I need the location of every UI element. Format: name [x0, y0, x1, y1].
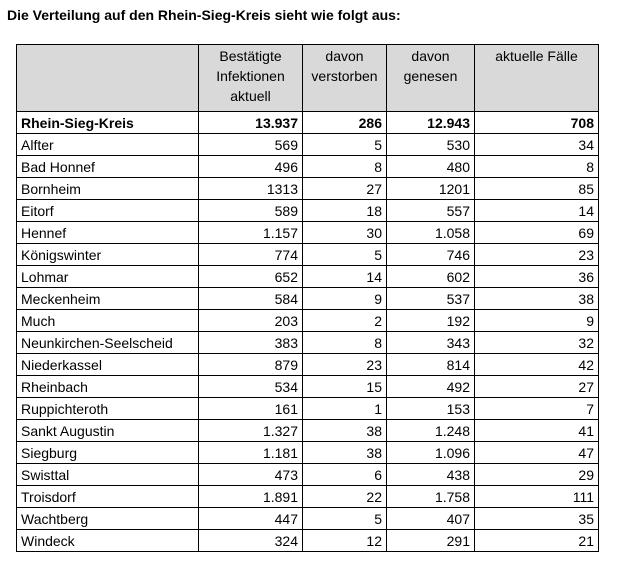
cell-deceased: 27 [303, 178, 387, 200]
cell-municipality: Königswinter [17, 244, 199, 266]
cell-confirmed: 496 [199, 156, 303, 178]
cell-deceased: 23 [303, 354, 387, 376]
total-region: Rhein-Sieg-Kreis [17, 112, 199, 134]
cell-recovered: 407 [387, 508, 475, 530]
total-confirmed: 13.937 [199, 112, 303, 134]
cell-confirmed: 1.327 [199, 420, 303, 442]
cell-recovered: 1.058 [387, 222, 475, 244]
cell-confirmed: 383 [199, 332, 303, 354]
cell-municipality: Siegburg [17, 442, 199, 464]
cell-active: 69 [475, 222, 599, 244]
header-region [17, 45, 199, 112]
cell-active: 27 [475, 376, 599, 398]
cell-confirmed: 652 [199, 266, 303, 288]
cell-confirmed: 161 [199, 398, 303, 420]
cell-confirmed: 569 [199, 134, 303, 156]
cell-active: 41 [475, 420, 599, 442]
header-row [17, 45, 599, 112]
cell-active: 85 [475, 178, 599, 200]
total-deceased: 286 [303, 112, 387, 134]
cell-active: 23 [475, 244, 599, 266]
table-row [17, 310, 599, 332]
cell-confirmed: 1.891 [199, 486, 303, 508]
cell-confirmed: 473 [199, 464, 303, 486]
cell-recovered: 602 [387, 266, 475, 288]
cell-municipality: Neunkirchen-Seelscheid [17, 332, 199, 354]
total-active: 708 [475, 112, 599, 134]
table-row [17, 288, 599, 310]
cell-deceased: 8 [303, 156, 387, 178]
cell-deceased: 22 [303, 486, 387, 508]
cell-deceased: 14 [303, 266, 387, 288]
cell-confirmed: 447 [199, 508, 303, 530]
cell-deceased: 15 [303, 376, 387, 398]
cell-confirmed: 324 [199, 530, 303, 552]
cell-active: 8 [475, 156, 599, 178]
cell-confirmed: 203 [199, 310, 303, 332]
cell-active: 36 [475, 266, 599, 288]
cell-municipality: Eitorf [17, 200, 199, 222]
distribution-table [16, 44, 599, 552]
header-confirmed: Bestätigte Infektionen aktuell [199, 45, 303, 112]
table-row [17, 156, 599, 178]
cell-confirmed: 774 [199, 244, 303, 266]
cell-deceased: 5 [303, 244, 387, 266]
cell-deceased: 18 [303, 200, 387, 222]
cell-deceased: 30 [303, 222, 387, 244]
cell-municipality: Sankt Augustin [17, 420, 199, 442]
cell-recovered: 480 [387, 156, 475, 178]
cell-deceased: 38 [303, 420, 387, 442]
cell-confirmed: 879 [199, 354, 303, 376]
table-row [17, 332, 599, 354]
table-row [17, 200, 599, 222]
header-deceased: davon verstorben [303, 45, 387, 112]
cell-municipality: Alfter [17, 134, 199, 156]
cell-municipality: Rheinbach [17, 376, 199, 398]
table-row [17, 134, 599, 156]
cell-deceased: 5 [303, 508, 387, 530]
table-row [17, 178, 599, 200]
cell-active: 32 [475, 332, 599, 354]
table-row [17, 464, 599, 486]
cell-confirmed: 1.181 [199, 442, 303, 464]
cell-municipality: Hennef [17, 222, 199, 244]
cell-recovered: 814 [387, 354, 475, 376]
cell-active: 47 [475, 442, 599, 464]
cell-active: 21 [475, 530, 599, 552]
cell-deceased: 38 [303, 442, 387, 464]
cell-deceased: 6 [303, 464, 387, 486]
cell-active: 111 [475, 486, 599, 508]
table-row [17, 420, 599, 442]
cell-deceased: 9 [303, 288, 387, 310]
cell-active: 34 [475, 134, 599, 156]
cell-municipality: Meckenheim [17, 288, 199, 310]
table-row [17, 376, 599, 398]
cell-confirmed: 1313 [199, 178, 303, 200]
cell-recovered: 438 [387, 464, 475, 486]
cell-active: 7 [475, 398, 599, 420]
table-row [17, 530, 599, 552]
cell-recovered: 530 [387, 134, 475, 156]
cell-municipality: Niederkassel [17, 354, 199, 376]
page-title: Die Verteilung auf den Rhein-Sieg-Kreis sieht wie folgt aus: [7, 7, 401, 23]
cell-recovered: 343 [387, 332, 475, 354]
cell-recovered: 1.096 [387, 442, 475, 464]
cell-municipality: Ruppichteroth [17, 398, 199, 420]
total-recovered: 12.943 [387, 112, 475, 134]
header-active: aktuelle Fälle [475, 45, 599, 112]
cell-deceased: 5 [303, 134, 387, 156]
table-row [17, 508, 599, 530]
cell-recovered: 1.248 [387, 420, 475, 442]
cell-recovered: 153 [387, 398, 475, 420]
cell-deceased: 8 [303, 332, 387, 354]
table-row [17, 442, 599, 464]
cell-recovered: 537 [387, 288, 475, 310]
cell-active: 35 [475, 508, 599, 530]
cell-municipality: Wachtberg [17, 508, 199, 530]
cell-confirmed: 1.157 [199, 222, 303, 244]
cell-active: 38 [475, 288, 599, 310]
cell-confirmed: 534 [199, 376, 303, 398]
total-row [17, 112, 599, 134]
cell-municipality: Windeck [17, 530, 199, 552]
cell-active: 29 [475, 464, 599, 486]
cell-deceased: 2 [303, 310, 387, 332]
cell-municipality: Troisdorf [17, 486, 199, 508]
cell-recovered: 492 [387, 376, 475, 398]
table-row [17, 266, 599, 288]
table-row [17, 244, 599, 266]
table-row [17, 222, 599, 244]
cell-municipality: Swisttal [17, 464, 199, 486]
cell-confirmed: 584 [199, 288, 303, 310]
cell-active: 9 [475, 310, 599, 332]
cell-active: 14 [475, 200, 599, 222]
cell-active: 42 [475, 354, 599, 376]
cell-recovered: 291 [387, 530, 475, 552]
cell-municipality: Bornheim [17, 178, 199, 200]
cell-recovered: 557 [387, 200, 475, 222]
cell-municipality: Lohmar [17, 266, 199, 288]
table-row [17, 354, 599, 376]
table-row [17, 398, 599, 420]
cell-recovered: 192 [387, 310, 475, 332]
cell-recovered: 1201 [387, 178, 475, 200]
cell-deceased: 1 [303, 398, 387, 420]
cell-recovered: 1.758 [387, 486, 475, 508]
header-recovered: davon genesen [387, 45, 475, 112]
cell-recovered: 746 [387, 244, 475, 266]
cell-deceased: 12 [303, 530, 387, 552]
cell-municipality: Bad Honnef [17, 156, 199, 178]
cell-municipality: Much [17, 310, 199, 332]
table-row [17, 486, 599, 508]
cell-confirmed: 589 [199, 200, 303, 222]
